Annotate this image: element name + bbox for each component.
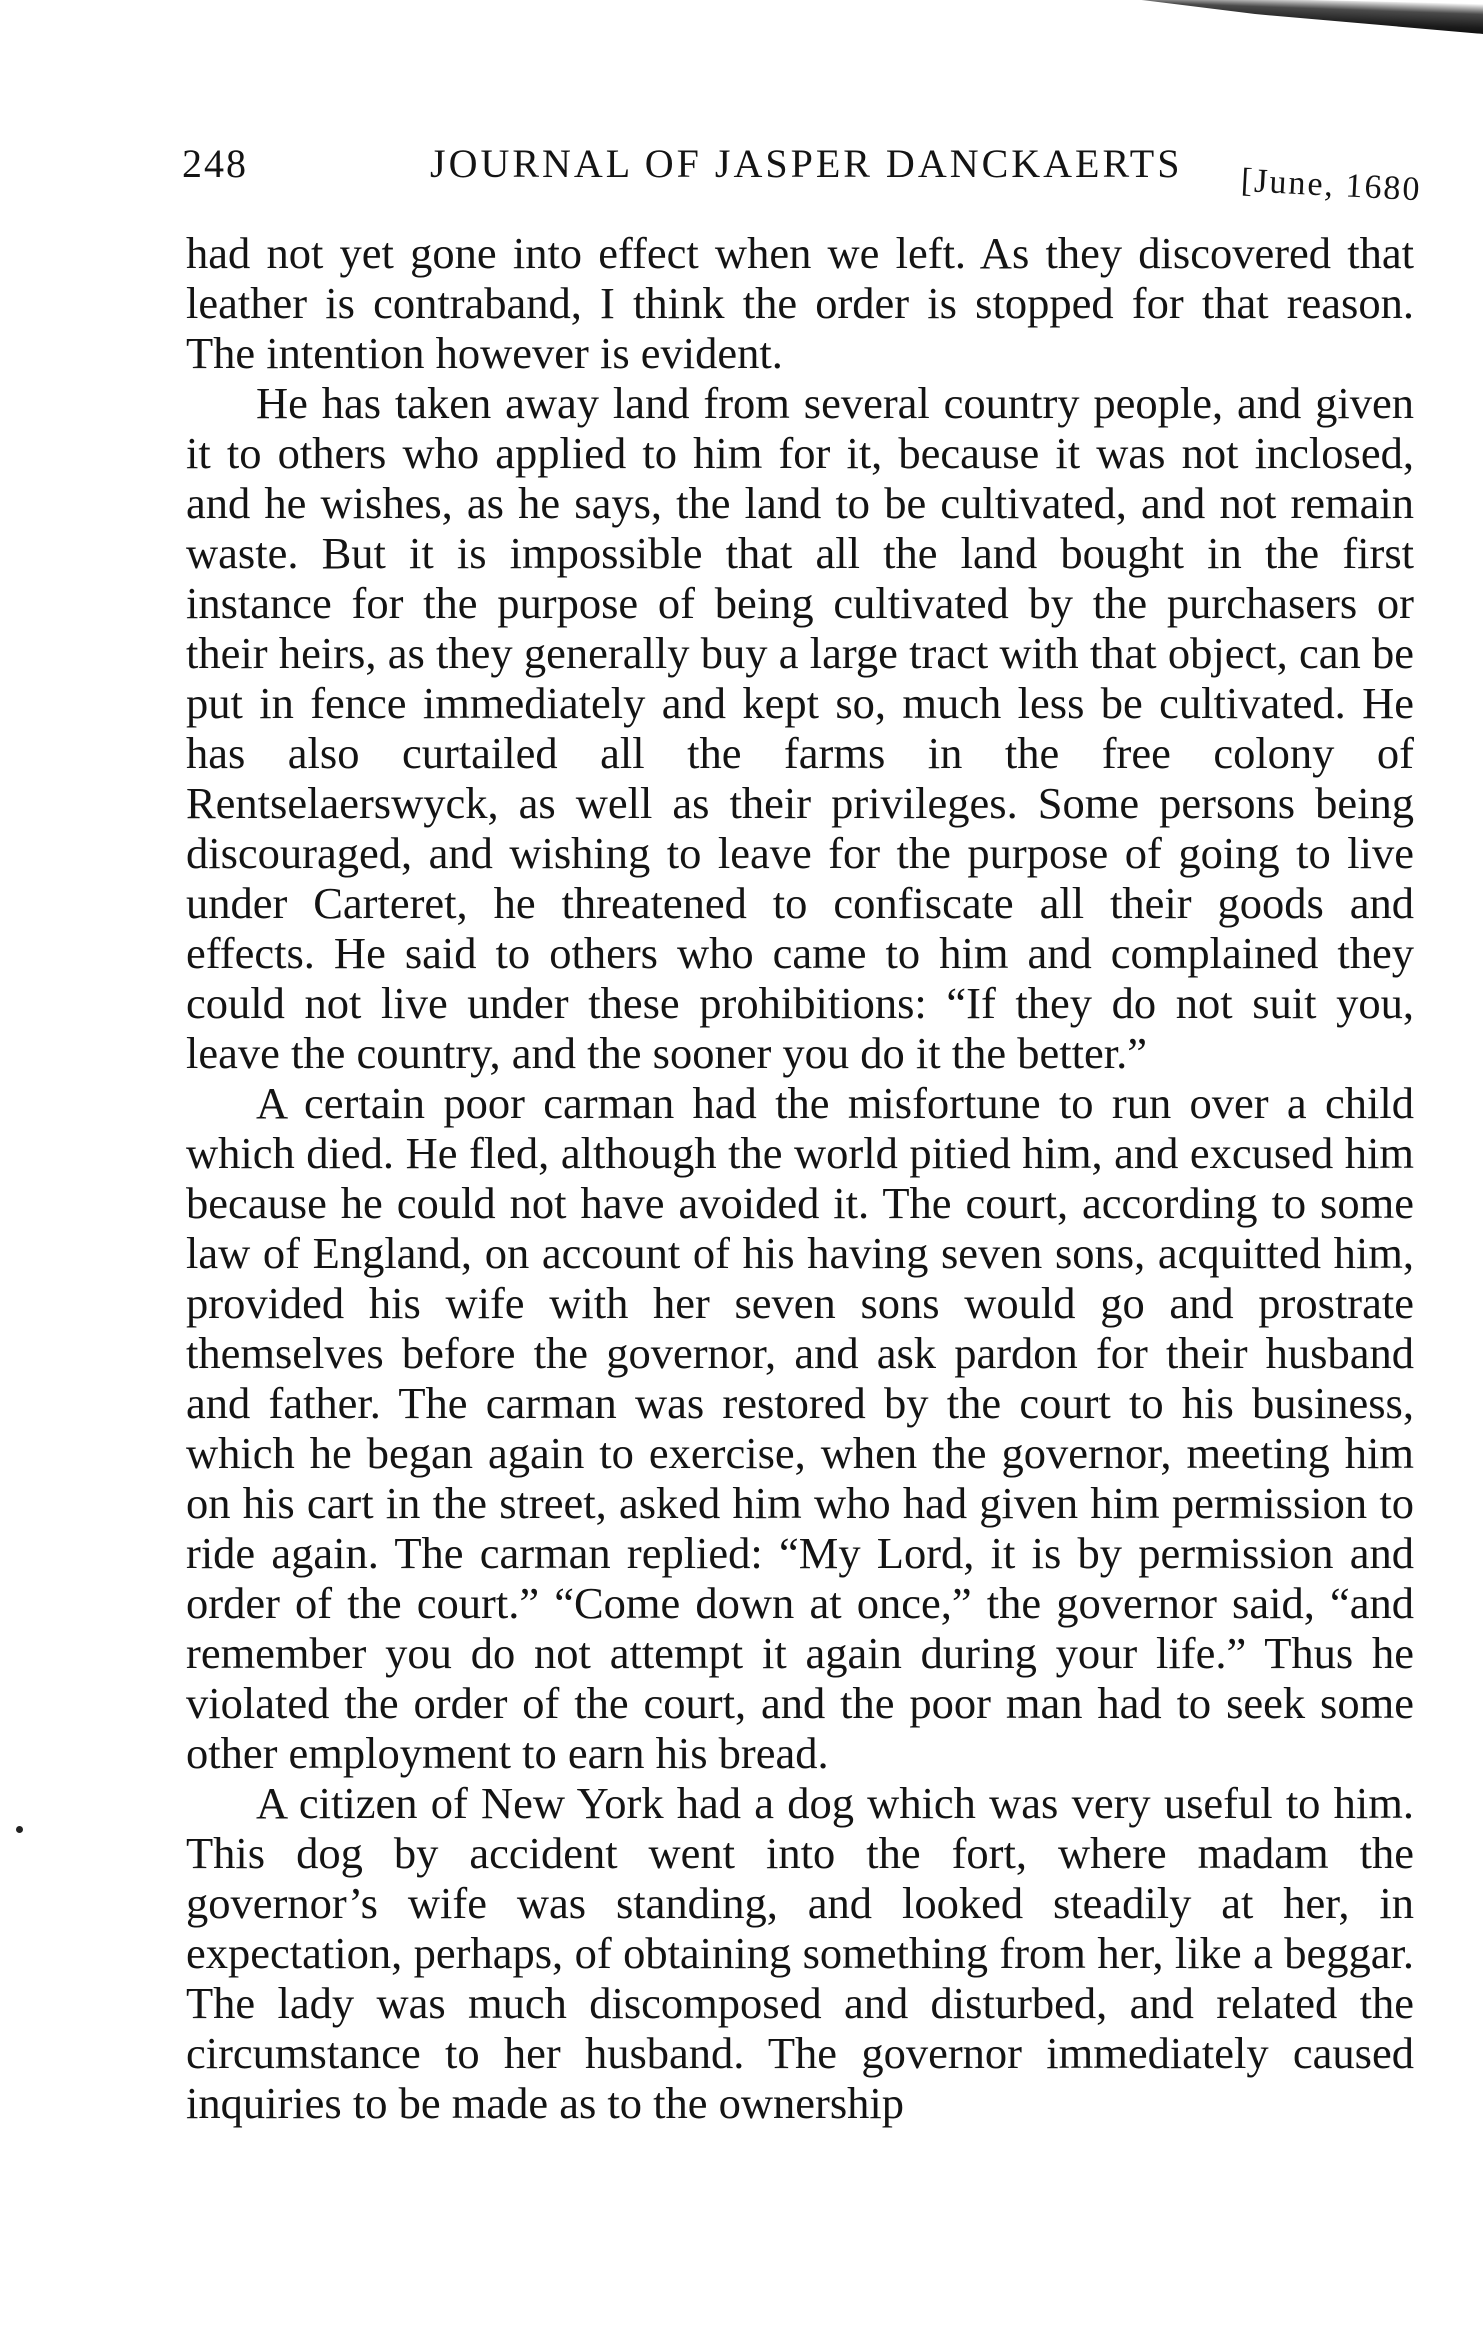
page-number: 248 (182, 141, 248, 186)
running-head: JOURNAL OF JASPER DANCKAERTS (430, 141, 1183, 186)
paragraph: A certain poor carman had the misfortune to run over a child which died. He fled, although the world pitied him, and excused him because he could not have avoided it. The court, according to some law of England, on account of his having seven sons, acquitted him, provided his wife with her seven sons would go and prostrate themselves before the governor, and ask pardon for their husband and father. The carman was restored by the court to his business, which he began again to exercise, when the governor, meeting him on his cart in the street, asked him who had given him permission to ride again. The carman replied: “My Lord, it is by permission and order of the court.” “Come down at once,” the governor said, “and remember you do not attempt it again during your life.” Thus he violated the order of the court, and the poor man had to seek some other employment to earn his bread. (186, 1078, 1414, 1778)
paragraph: A citizen of New York had a dog which was very useful to him. This dog by accident went into the fort, where madam the governor’s wife was standing, and looked steadily at her, in expectation, perhaps, of obtaining something from her, like a beggar. The lady was much discomposed and disturbed, and related the circumstance to her husband. The governor immediately caused inquiries to be made as to the ownership (186, 1778, 1414, 2128)
margin-speck (16, 1826, 23, 1833)
scan-edge-shadow (1103, 0, 1483, 34)
body-text (186, 228, 1414, 2128)
page-header (182, 140, 1432, 209)
date-mark: [June, 1680 (1240, 162, 1423, 209)
paragraph: He has taken away land from several country people, and given it to others who applied to him for it, because it was not inclosed, and he wishes, as he says, the land to be cultivated, and not remain waste. But it is impossible that all the land bought in the first instance for the purpose of being cultivated by the purchasers or their heirs, as they generally buy a large tract with that object, can be put in fence immediately and kept so, much less be cultivated. He has also curtailed all the farms in the free colony of Rentselaerswyck, as well as their privileges. Some persons being discouraged, and wishing to leave for the purpose of going to live under Carteret, he threatened to confiscate all their goods and effects. He said to others who came to him and complained they could not live under these prohibitions: “If they do not suit you, leave the country, and the sooner you do it the better.” (186, 378, 1414, 1078)
paragraph-continued: had not yet gone into effect when we left. As they discovered that leather is contraband, I think the order is stopped for that reason. The intention however is evident. (186, 228, 1414, 378)
